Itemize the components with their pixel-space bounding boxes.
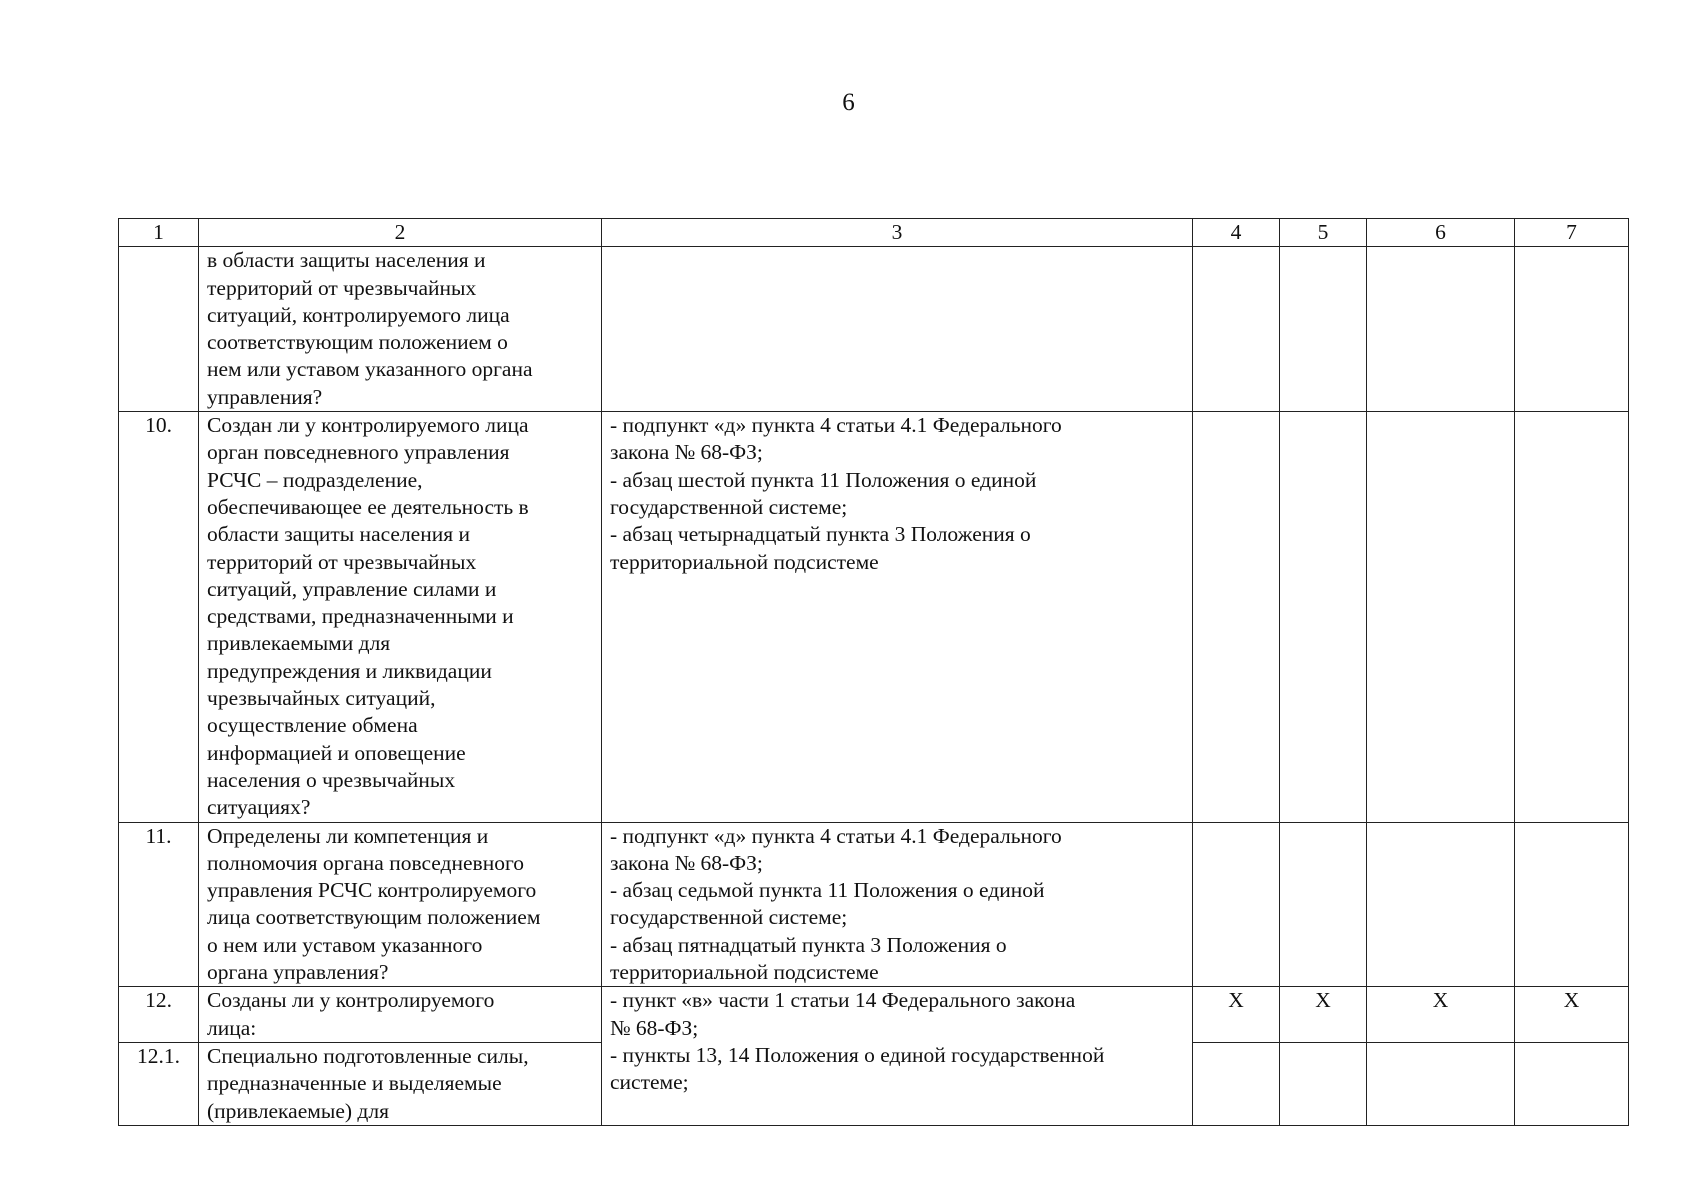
table-row — [119, 987, 1629, 1043]
reference-line: территориальной подсистеме — [610, 960, 879, 985]
question-line: ситуаций, управление силами и — [207, 576, 497, 601]
answer-cell-no — [1280, 822, 1367, 987]
question-line: территорий от чрезвычайных — [207, 549, 477, 574]
question-cell — [199, 987, 602, 1043]
question-line: ситуациях? — [207, 795, 311, 820]
row-number-cell: 12.1. — [119, 1042, 199, 1125]
column-header-2: 2 — [199, 219, 602, 247]
answer-cell-no: X — [1280, 987, 1367, 1043]
row-number-cell — [119, 247, 199, 412]
reference-line: государственной системе; — [610, 905, 848, 930]
question-line: управления? — [207, 384, 323, 409]
reference-line: - пункт «в» части 1 статьи 14 Федерального закона — [610, 988, 1076, 1013]
question-line: лица: — [207, 1015, 257, 1040]
question-line: нем или уставом указанного органа — [207, 357, 533, 382]
answer-cell-yes — [1193, 822, 1280, 987]
notes-cell — [1515, 1042, 1629, 1125]
question-line: (привлекаемые) для — [207, 1098, 389, 1123]
question-line: предупреждения и ликвидации — [207, 658, 492, 683]
question-line: лица соответствующим положением — [207, 905, 541, 930]
question-line: Специально подготовленные силы, — [207, 1043, 529, 1068]
answer-cell-no — [1280, 1042, 1367, 1125]
reference-line: закона № 68-ФЗ; — [610, 850, 763, 875]
question-line: о нем или уставом указанного — [207, 932, 483, 957]
answer-cell-not-applicable — [1367, 247, 1515, 412]
column-header-6: 6 — [1367, 219, 1515, 247]
reference-line: государственной системе; — [610, 494, 848, 519]
question-line: полномочия органа повседневного — [207, 850, 524, 875]
column-header-5: 5 — [1280, 219, 1367, 247]
references-cell — [602, 987, 1193, 1125]
column-header-1: 1 — [119, 219, 199, 247]
question-line: предназначенные и выделяемые — [207, 1071, 502, 1096]
question-line: осуществление обмена — [207, 713, 418, 738]
reference-line: территориальной подсистеме — [610, 549, 879, 574]
references-cell — [602, 247, 1193, 412]
answer-cell-no — [1280, 247, 1367, 412]
question-line: в области защиты населения и — [207, 248, 486, 273]
notes-cell — [1515, 822, 1629, 987]
reference-line: - подпункт «д» пункта 4 статьи 4.1 Федерального — [610, 413, 1062, 438]
question-line: территорий от чрезвычайных — [207, 275, 477, 300]
reference-line: - подпункт «д» пункта 4 статьи 4.1 Федерального — [610, 823, 1062, 848]
answer-cell-yes: X — [1193, 987, 1280, 1043]
row-number-cell: 12. — [119, 987, 199, 1043]
question-line: средствами, предназначенными и — [207, 604, 514, 629]
answer-cell-not-applicable: X — [1367, 987, 1515, 1043]
answer-cell-yes — [1193, 1042, 1280, 1125]
answer-cell-not-applicable — [1367, 822, 1515, 987]
table-row — [119, 247, 1629, 412]
notes-cell — [1515, 247, 1629, 412]
answer-cell-not-applicable — [1367, 412, 1515, 822]
answer-cell-yes — [1193, 412, 1280, 822]
question-line: Создан ли у контролируемого лица — [207, 413, 529, 438]
page-number: 6 — [842, 89, 855, 116]
column-header-3: 3 — [602, 219, 1193, 247]
question-line: привлекаемыми для — [207, 631, 391, 656]
table-row — [119, 822, 1629, 987]
reference-line: закона № 68-ФЗ; — [610, 440, 763, 465]
references-cell — [602, 822, 1193, 987]
answer-cell-yes — [1193, 247, 1280, 412]
column-header-4: 4 — [1193, 219, 1280, 247]
question-line: чрезвычайных ситуаций, — [207, 686, 436, 711]
column-number-header-row — [119, 219, 1629, 247]
reference-line: - абзац седьмой пункта 11 Положения о единой — [610, 878, 1045, 903]
question-line: органа управления? — [207, 960, 389, 985]
answer-cell-no — [1280, 412, 1367, 822]
reference-line: - абзац пятнадцатый пункта 3 Положения о — [610, 932, 1007, 957]
question-line: области защиты населения и — [207, 522, 471, 547]
table-row — [119, 412, 1629, 822]
reference-line: - пункты 13, 14 Положения о единой государственной — [610, 1042, 1105, 1067]
answer-cell-not-applicable — [1367, 1042, 1515, 1125]
notes-cell: X — [1515, 987, 1629, 1043]
question-line: Определены ли компетенция и — [207, 823, 489, 848]
question-line: орган повседневного управления — [207, 440, 510, 465]
column-header-7: 7 — [1515, 219, 1629, 247]
question-line: информацией и оповещение — [207, 740, 466, 765]
question-line: соответствующим положением о — [207, 330, 508, 355]
question-cell — [199, 412, 602, 822]
references-cell — [602, 412, 1193, 822]
question-line: обеспечивающее ее деятельность в — [207, 494, 529, 519]
reference-line: - абзац четырнадцатый пункта 3 Положения о — [610, 522, 1031, 547]
checklist-table — [118, 218, 1629, 1126]
reference-line: № 68-ФЗ; — [610, 1015, 699, 1040]
notes-cell — [1515, 412, 1629, 822]
question-cell — [199, 822, 602, 987]
question-line: Созданы ли у контролируемого — [207, 988, 495, 1013]
row-number-cell: 10. — [119, 412, 199, 822]
question-line: ситуаций, контролируемого лица — [207, 302, 510, 327]
question-cell — [199, 247, 602, 412]
reference-line: системе; — [610, 1070, 689, 1095]
question-line: управления РСЧС контролируемого — [207, 878, 537, 903]
question-line: населения о чрезвычайных — [207, 767, 456, 792]
reference-line: - абзац шестой пункта 11 Положения о единой — [610, 467, 1037, 492]
question-line: РСЧС – подразделение, — [207, 467, 423, 492]
question-cell — [199, 1042, 602, 1125]
row-number-cell: 11. — [119, 822, 199, 987]
